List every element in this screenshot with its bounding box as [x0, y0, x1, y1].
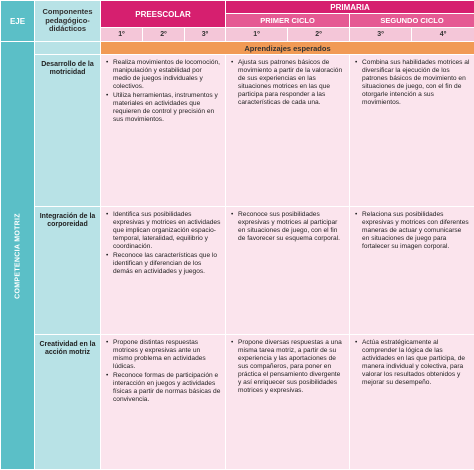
list-item: • Combina sus habilidades motrices al diversificar la ejecución de los patrones básicos de movimiento en situaciones de juego, con el fin de otorgarle intención a sus movimientos. — [355, 59, 470, 107]
list-item: • Reconoce las características que lo identifican y diferencian de los demás en actividades y juegos. — [106, 252, 221, 276]
preescolar-cell — [101, 335, 226, 470]
grade-header: 1º — [101, 28, 143, 42]
list-item: • Realiza movimientos de locomoción, manipulación y estabilidad por medio de juegos individuales y colectivos. — [106, 59, 221, 91]
aprendizajes-spacer — [35, 42, 101, 55]
component-label: Creatividad en la acción motriz — [35, 335, 101, 470]
segundo-ciclo-list — [355, 59, 470, 107]
preescolar-list — [106, 211, 221, 276]
primer-ciclo-cell — [226, 335, 350, 470]
segundo-ciclo-cell — [350, 55, 474, 207]
grade-header: 2º — [288, 28, 350, 42]
table-row — [1, 55, 474, 207]
segundo-ciclo-cell — [350, 207, 474, 335]
aprendizajes-header: Aprendizajes esperados — [101, 42, 474, 55]
eje-side-column — [1, 42, 35, 470]
grade-header: 3º — [350, 28, 412, 42]
segundo-ciclo-list — [355, 211, 470, 251]
list-item: • Reconoce sus posibilidades expresivas y motrices al participar en situaciones de juego, con el fin de favorecer su esquema corporal. — [231, 211, 345, 243]
eje-label: COMPETENCIA MOTRIZ — [14, 213, 21, 299]
list-item: • Relaciona sus posibilidades expresivas y motrices con diferentes maneras de actuar y comunicarse en situaciones de juego para fortalecer su imagen corporal. — [355, 211, 470, 251]
list-item: • Utiliza herramientas, instrumentos y materiales en actividades que requieren de control y precisión en sus movimientos. — [106, 92, 221, 124]
table-row — [1, 207, 474, 335]
primer-ciclo-cell — [226, 55, 350, 207]
primer-ciclo-list — [231, 211, 345, 243]
list-item: • Ajusta sus patrones básicos de movimiento a partir de la valoración de sus experiencias en las situaciones motrices en las que participa para responder a las características de cada una. — [231, 59, 345, 107]
preescolar-list — [106, 339, 221, 404]
list-item: • Propone distintas respuestas motrices y expresivas ante un mismo problema en actividades lúdicas. — [106, 339, 221, 371]
primer-ciclo-list — [231, 339, 345, 395]
component-label: Desarrollo de la motricidad — [35, 55, 101, 207]
list-item: • Propone diversas respuestas a una misma tarea motriz, a partir de su experiencia y las aportaciones de sus compañeros, para poner en práctica el pensamiento divergente y así enriquecer sus posibilidades motrices y expresivas. — [231, 339, 345, 395]
table-row — [1, 335, 474, 470]
primer-ciclo-header: PRIMER CICLO — [226, 14, 350, 28]
list-item: • Identifica sus posibilidades expresivas y motrices en actividades que implican organización espacio-temporal, lateralidad, equilibrio y coordinación. — [106, 211, 221, 251]
primaria-header: PRIMARIA — [226, 1, 474, 14]
segundo-ciclo-header: SEGUNDO CICLO — [350, 14, 474, 28]
primer-ciclo-list — [231, 59, 345, 107]
grade-header: 2º — [143, 28, 185, 42]
list-item: • Actúa estratégicamente al comprender la lógica de las actividades en las que participa, de manera individual y colectiva, para valorar los resultados obtenidos y mejorar su desempeño. — [355, 339, 470, 387]
segundo-ciclo-cell — [350, 335, 474, 470]
segundo-ciclo-list — [355, 339, 470, 387]
component-label: Integración de la corporeidad — [35, 207, 101, 335]
grade-header: 1º — [226, 28, 288, 42]
preescolar-cell — [101, 55, 226, 207]
componentes-header: Componentes pedagógico-didácticos — [35, 1, 101, 42]
list-item: • Reconoce formas de participación e interacción en juegos y actividades físicas a partir de normas básicas de convivencia. — [106, 372, 221, 404]
preescolar-list — [106, 59, 221, 124]
preescolar-cell — [101, 207, 226, 335]
primer-ciclo-cell — [226, 207, 350, 335]
grade-header: 3º — [185, 28, 226, 42]
grade-header: 4º — [412, 28, 474, 42]
eje-header: EJE — [1, 1, 35, 42]
preescolar-header: PREESCOLAR — [101, 1, 226, 28]
